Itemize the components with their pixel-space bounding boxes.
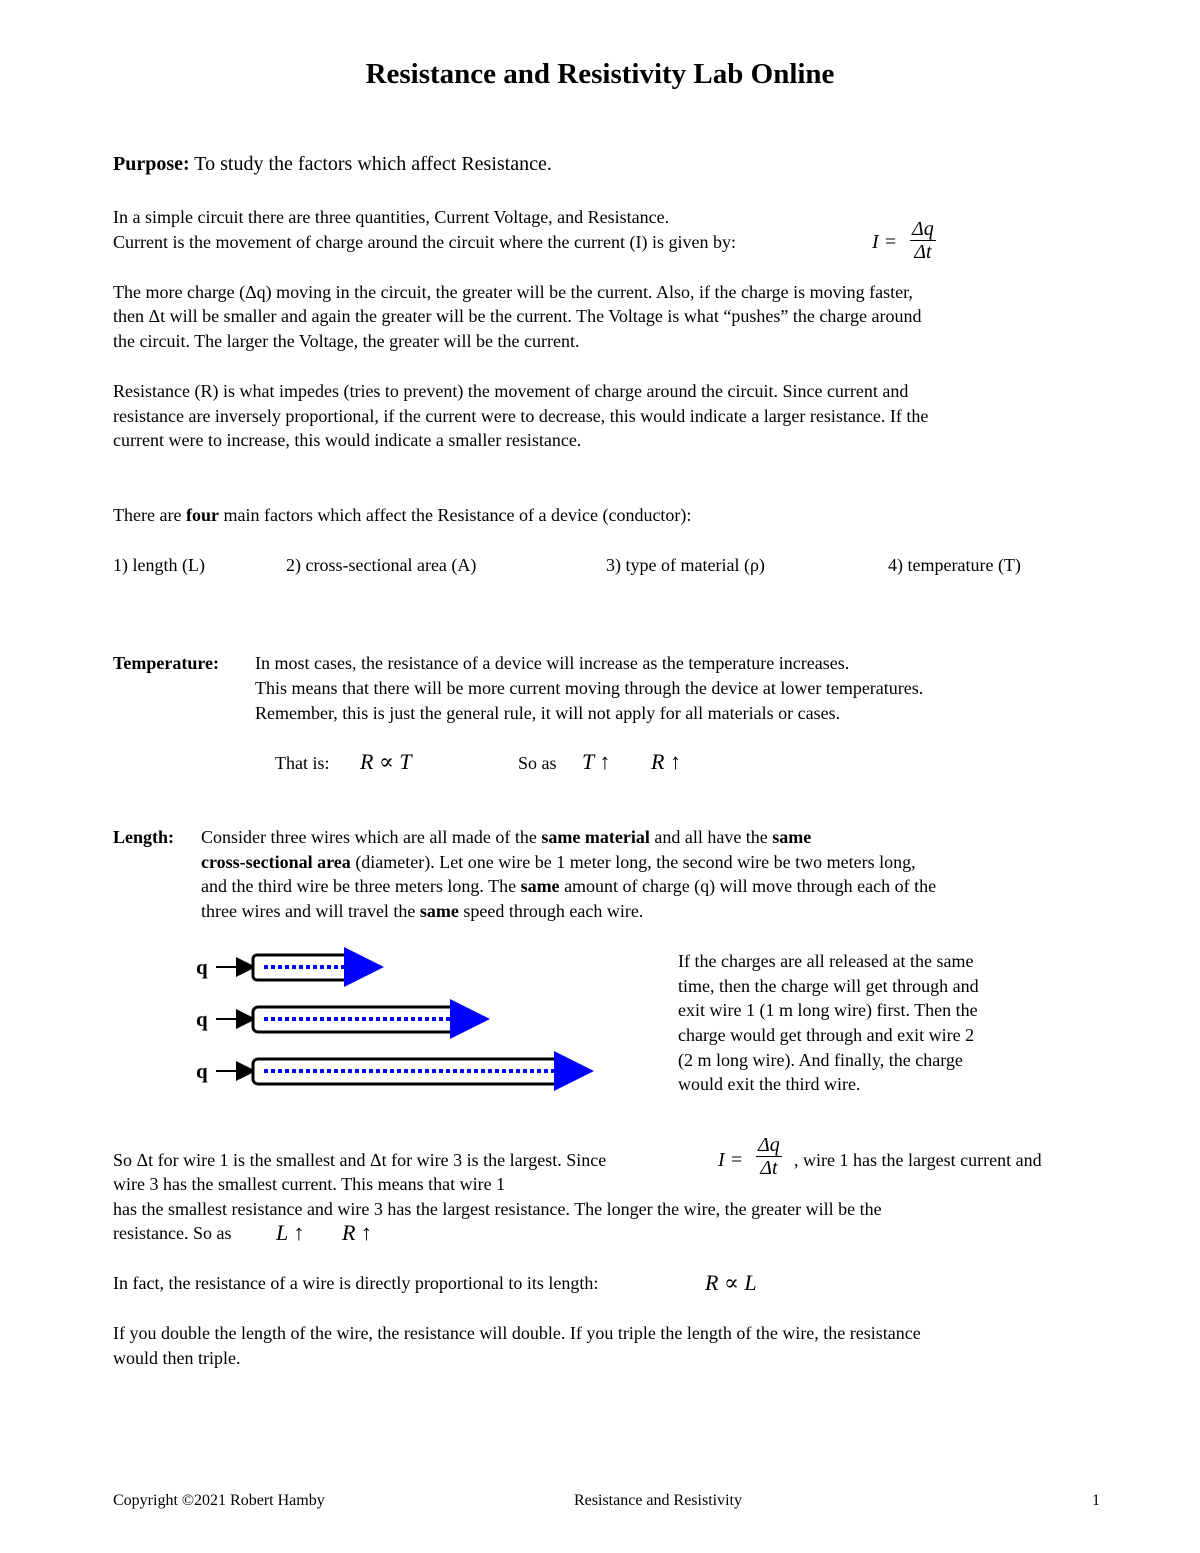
release-line-1: If the charges are all released at the same — [678, 951, 974, 971]
current-formula-lhs: I = — [872, 231, 898, 253]
wire-1 — [216, 955, 376, 980]
current-formula-fraction — [910, 218, 936, 263]
proportional-text: In fact, the resistance of a wire is directly proportional to its length: — [113, 1273, 599, 1293]
purpose-line — [113, 152, 552, 177]
conclusion-line-2: wire 3 has the smallest current. This means that wire 1 — [113, 1174, 506, 1194]
length-line-4 — [201, 899, 643, 924]
conclusion-formula-fraction — [756, 1134, 782, 1179]
current-formula-den: Δt — [914, 241, 932, 263]
intro-line-2: Current is the movement of charge around the circuit where the current (I) is given by: — [113, 232, 736, 252]
temperature-line-1: In most cases, the resistance of a device will increase as the temperature increases. — [255, 653, 850, 673]
double-para-line-2: would then triple. — [113, 1348, 241, 1368]
factor-material: 3) type of material (ρ) — [606, 555, 765, 575]
charge-label-3: q — [196, 1059, 208, 1083]
conclusion-line-3: has the smallest resistance and wire 3 has the largest resistance. The longer the wire, the greater will be the — [113, 1199, 882, 1219]
length-l4c: speed through each wire. — [458, 901, 644, 921]
wire-2 — [216, 1007, 482, 1032]
length-l2a: cross-sectional area — [201, 852, 351, 872]
wire-diagram — [190, 945, 600, 1095]
release-line-4: charge would get through and exit wire 2 — [678, 1025, 975, 1045]
intro-line-1: In a simple circuit there are three quantities, Current Voltage, and Resistance. — [113, 207, 670, 227]
conclusion-formula-num: Δq — [758, 1134, 780, 1156]
length-l1b: same material — [541, 827, 650, 847]
length-line-3 — [201, 874, 936, 899]
factor-temperature: 4) temperature (T) — [888, 555, 1021, 575]
length-l2b: (diameter). Let one wire be 1 meter long, the second wire be two meters long, — [350, 852, 916, 872]
release-line-2: time, then the charge will get through and — [678, 976, 979, 996]
temperature-line-2: This means that there will be more current moving through the device at lower temperatures. — [255, 678, 924, 698]
length-line-1 — [201, 825, 811, 850]
r-prop-t-formula: R ∝ T — [360, 749, 412, 774]
page-title: Resistance and Resistivity Lab Online — [365, 58, 835, 90]
l-up-formula: L ↑ — [276, 1220, 305, 1245]
footer-page-number: 1 — [1092, 1492, 1100, 1509]
factors-intro-pre: There are — [113, 505, 186, 525]
length-l1a: Consider three wires which are all made of the — [201, 827, 542, 847]
conclusion-line-1b: , wire 1 has the largest current and — [794, 1150, 1042, 1170]
temperature-line-3: Remember, this is just the general rule, it will not apply for all materials or cases. — [255, 703, 841, 723]
charge-label-1: q — [196, 955, 208, 979]
conclusion-line-4: resistance. So as — [113, 1223, 232, 1243]
footer-title: Resistance and Resistivity — [574, 1492, 742, 1509]
factor-area: 2) cross-sectional area (A) — [286, 555, 477, 575]
length-l1c: and all have the — [649, 827, 773, 847]
conclusion-formula-den: Δt — [760, 1157, 778, 1179]
that-is-label: That is: — [275, 753, 330, 773]
charge-para-line-3: the circuit. The larger the Voltage, the greater will be the current. — [113, 331, 580, 351]
t-up-formula: T ↑ — [582, 749, 611, 774]
r-up-formula: R ↑ — [651, 749, 681, 774]
current-formula-num: Δq — [912, 218, 934, 240]
resistance-para-line-1: Resistance (R) is what impedes (tries to prevent) the movement of charge around the circuit. Since current and — [113, 381, 909, 401]
resistance-para-line-3: current were to increase, this would indicate a smaller resistance. — [113, 430, 582, 450]
length-l4a: three wires and will travel the — [201, 901, 420, 921]
release-line-5: (2 m long wire). And finally, the charge — [678, 1050, 963, 1070]
charge-para-line-1: The more charge (Δq) moving in the circuit, the greater will be the current. Also, if the charge is moving faster, — [113, 282, 913, 302]
conclusion-line-1a: So Δt for wire 1 is the smallest and Δt for wire 3 is the largest. Since — [113, 1150, 607, 1170]
factors-intro-bold: four — [185, 505, 219, 525]
resistance-para-line-2: resistance are inversely proportional, if the current were to decrease, this would indicate a larger resistance. If the — [113, 406, 929, 426]
footer-copyright: Copyright ©2021 Robert Hamby — [113, 1492, 325, 1509]
purpose-label: Purpose: — [113, 153, 190, 175]
charge-label-2: q — [196, 1007, 208, 1031]
length-label: Length: — [113, 827, 175, 847]
conclusion-formula-lhs: I = — [718, 1149, 744, 1171]
purpose-text: To study the factors which affect Resistance. — [189, 153, 552, 175]
charge-para-line-2: then Δt will be smaller and again the greater will be the current. The Voltage is what “pushes” the charge around — [113, 306, 922, 326]
length-l3a: and the third wire be three meters long. The — [201, 876, 521, 896]
so-as-label: So as — [518, 753, 557, 773]
length-l4b: same — [419, 901, 459, 921]
r-prop-l-formula: R ∝ L — [705, 1270, 757, 1295]
factors-intro-post: main factors which affect the Resistance of a device (conductor): — [218, 505, 692, 525]
factor-length: 1) length (L) — [113, 555, 205, 575]
length-l1d: same — [772, 827, 812, 847]
length-l3b: same — [520, 876, 560, 896]
double-para-line-1: If you double the length of the wire, the resistance will double. If you triple the length of the wire, the resistance — [113, 1323, 921, 1343]
factors-intro — [113, 503, 691, 528]
length-l3c: amount of charge (q) will move through each of the — [559, 876, 937, 896]
wire-3 — [216, 1059, 586, 1084]
release-line-3: exit wire 1 (1 m long wire) first. Then the — [678, 1000, 978, 1020]
release-line-6: would exit the third wire. — [678, 1074, 861, 1094]
conclusion-r-up-formula: R ↑ — [342, 1220, 372, 1245]
length-line-2 — [201, 850, 916, 875]
temperature-label: Temperature: — [113, 653, 219, 673]
